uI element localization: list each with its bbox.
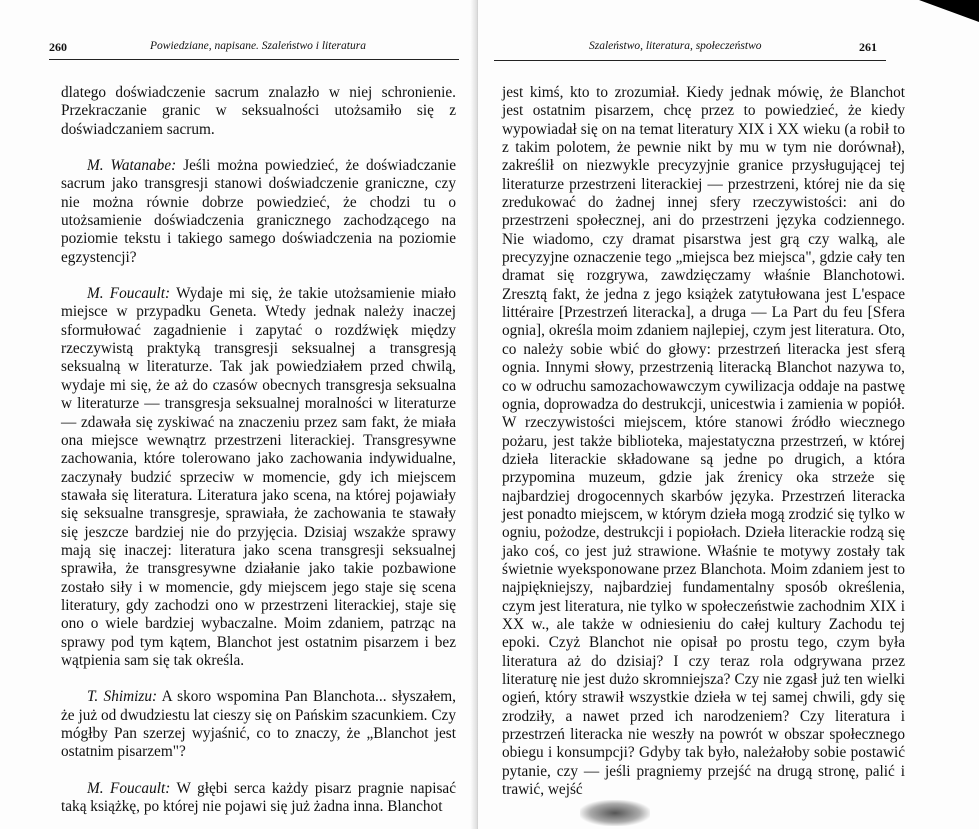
page-number: 260 [49, 40, 67, 54]
speaker-name: M. Foucault: [87, 779, 171, 797]
speech: Jeśli można powiedzieć, że doświadczanie sacrum jako transgresji stanowi doświadczenie graniczne, czy nie można równie dobrze powiedzieć, że chodzi tu o utożsamienie doświadczenia granicznego zachodzącego na poziomie tekstu i takiego samego doświadczenia na poziomie egzystencji? [61, 157, 457, 266]
running-head: Szaleństwo, literatura, społeczeństwo [589, 40, 762, 52]
paragraph [61, 157, 456, 267]
right-page [478, 0, 979, 829]
right-page-text [502, 84, 905, 799]
paragraph: dlatego doświadczenie sacrum znalazło w niej schronienie. Przekraczanie granic w seksualności utożsamiło się z doświadczaniem sacrum. [61, 84, 456, 138]
paragraph [61, 780, 456, 817]
speech: A skoro wspomina Pan Blanchota... słyszałem, że już od dwudziestu lat cieszy się on Pańskim szacunkiem. Czy mógłby Pan szerzej wyjaśnić, co to znaczy, że „Blanchot jest ostatnim pisarzem"? [61, 688, 457, 761]
paragraph: jest kimś, kto to zrozumiał. Kiedy jednak mówię, że Blanchot jest ostatnim pisarzem, chcę przez to powiedzieć, że kiedy wypowiadał się on na temat literatury XIX i XX wieku (a robił to z takim polotem, że pewnie nikt by mu w tym nie dorównał), zakreślił on niezwykle precyzyjnie granice przysługującej tej literaturze przestrzeni literackiej — przestrzeni, której nie da się zredukować do żadnej innej sfery rzeczywistości: ani do przestrzeni społecznej, ani do przestrzeni języka codziennego. Nie wiadomo, czy dramat pisarstwa jest grą czy walką, ale precyzyjne oznaczenie tego „miejsca bez miejsca", gdzie cały ten dramat się rozgrywa, zawdzięczamy właśnie Blanchotowi. Zresztą fakt, że jedna z jego książek zatytułowana jest L'espace littéraire [Przestrzeń literacka], a druga — La Part du feu [Sfera ognia], określa moim zdaniem najlepiej, czym jest literatura. Oto, co należy sobie wbić do głowy: przestrzeń literacka jest sferą ognia. Innymi słowy, przestrzenią literacką Blanchot nazywa to, co w odruchu samozachowawczym cywilizacja oddaje na pastwę ognia, doprowadza do destrukcji, unicestwia i zamienia w popiół. W rzeczywistości miejscem, które stanowi źródło wiecznego pożaru, jest także biblioteka, majestatyczna przestrzeń, w której dzieła literackie składowane są jedne po drugich, a która przypomina muzeum, gdzie jak źrenicy oka strzeże się najbardziej drogocennych skarbów języka. Przestrzeń literacka jest ponadto miejscem, w którym dzieła mogą zrodzić się tylko w ogniu, pożodze, destrukcji i popiołach. Dzieła literackie rodzą się jako coś, co jest już strawione. Właśnie te motywy zostały tak świetnie wyeksponowane przez Blanchota. Moim zdaniem jest to najpiękniejszy, najbardziej fundamentalny sposób określenia, czym jest literatura, nie tylko w społeczeństwie zachodnim XIX i XX w., ale także w odniesieniu do całej kultury Zachodu tej epoki. Czyż Blanchot nie opisał po prostu tego, czym była literatura aż do dzisiaj? I czy teraz rola odgrywana przez literaturę nie jest dużo skromniejsza? Czy nie zgasł już ten wielki ogień, który strawił wszystkie dzieła w tej samej chwili, gdy się zrodziły, a nawet przed ich narodzeniem? Czy literatura i przestrzeń literacka nie weszły na powrót w obszar społecznego obiegu i konsumpcji? Gdyby tak było, należałoby sobie postawić pytanie, czy — jeśli pragniemy przejść na drugą stronę, palić i trawić, wejść [502, 84, 905, 799]
speech: W głębi serca każdy pisarz pragnie napisać taką książkę, po której nie pojawi się już żadna inna. Blanchot [61, 779, 456, 816]
header-rule [49, 59, 459, 60]
running-head: Powiedziane, napisane. Szaleństwo i literatura [150, 40, 366, 52]
left-page [0, 0, 478, 829]
scan-artifact [580, 800, 650, 826]
header-rule [494, 60, 886, 61]
paragraph [61, 285, 456, 670]
speaker-name: M. Watanabe: [87, 157, 177, 175]
speech: Wydaje mi się, że takie utożsamienie miało miejsce w przypadku Geneta. Wtedy jednak należy inaczej sformułować zagadnienie i zapytać o rozdźwięk między rzeczywistą praktyką transgresji seksualnej a transgresją seksualną w literaturze. Tak jak powiedziałem przed chwilą, wydaje mi się, że aż do czasów obecnych transgresja seksualna w literaturze — transgresja seksualnej moralności w literaturze — zdawała się zyskiwać na znaczeniu przez sam fakt, że miała ona miejsce wewnątrz przestrzeni literackiej. Transgresywne zachowania, które tolerowano jako zachowania indywidualne, zaczynały budzić sprzeciw w momencie, gdy ich miejscem stawała się literatura. Literatura jako scena, na której pojawiały się seksualne transgresje, sprawiała, że zachowania te stawały się jeszcze bardziej nie do przyjęcia. Dzisiaj wszakże sprawy mają się inaczej: literatura jako scena transgresji seksualnej sprawiła, że transgresywne działanie jako takie pozbawione zostało siły i w momencie, gdy miejscem jego staje się scena literatury, gdy zachodzi ono w przestrzeni literackiej, staje się ono o wiele bardziej wybaczalne. Moim zdaniem, patrząc na sprawy pod tym kątem, Blanchot jest ostatnim pisarzem i bez wątpienia sam się tak określa. [61, 285, 456, 669]
left-page-text [61, 84, 456, 816]
speaker-name: T. Shimizu: [87, 688, 158, 706]
page-number: 261 [859, 40, 877, 54]
speaker-name: M. Foucault: [87, 285, 171, 303]
paragraph [61, 688, 456, 761]
scan-corner-shadow [919, 0, 979, 22]
